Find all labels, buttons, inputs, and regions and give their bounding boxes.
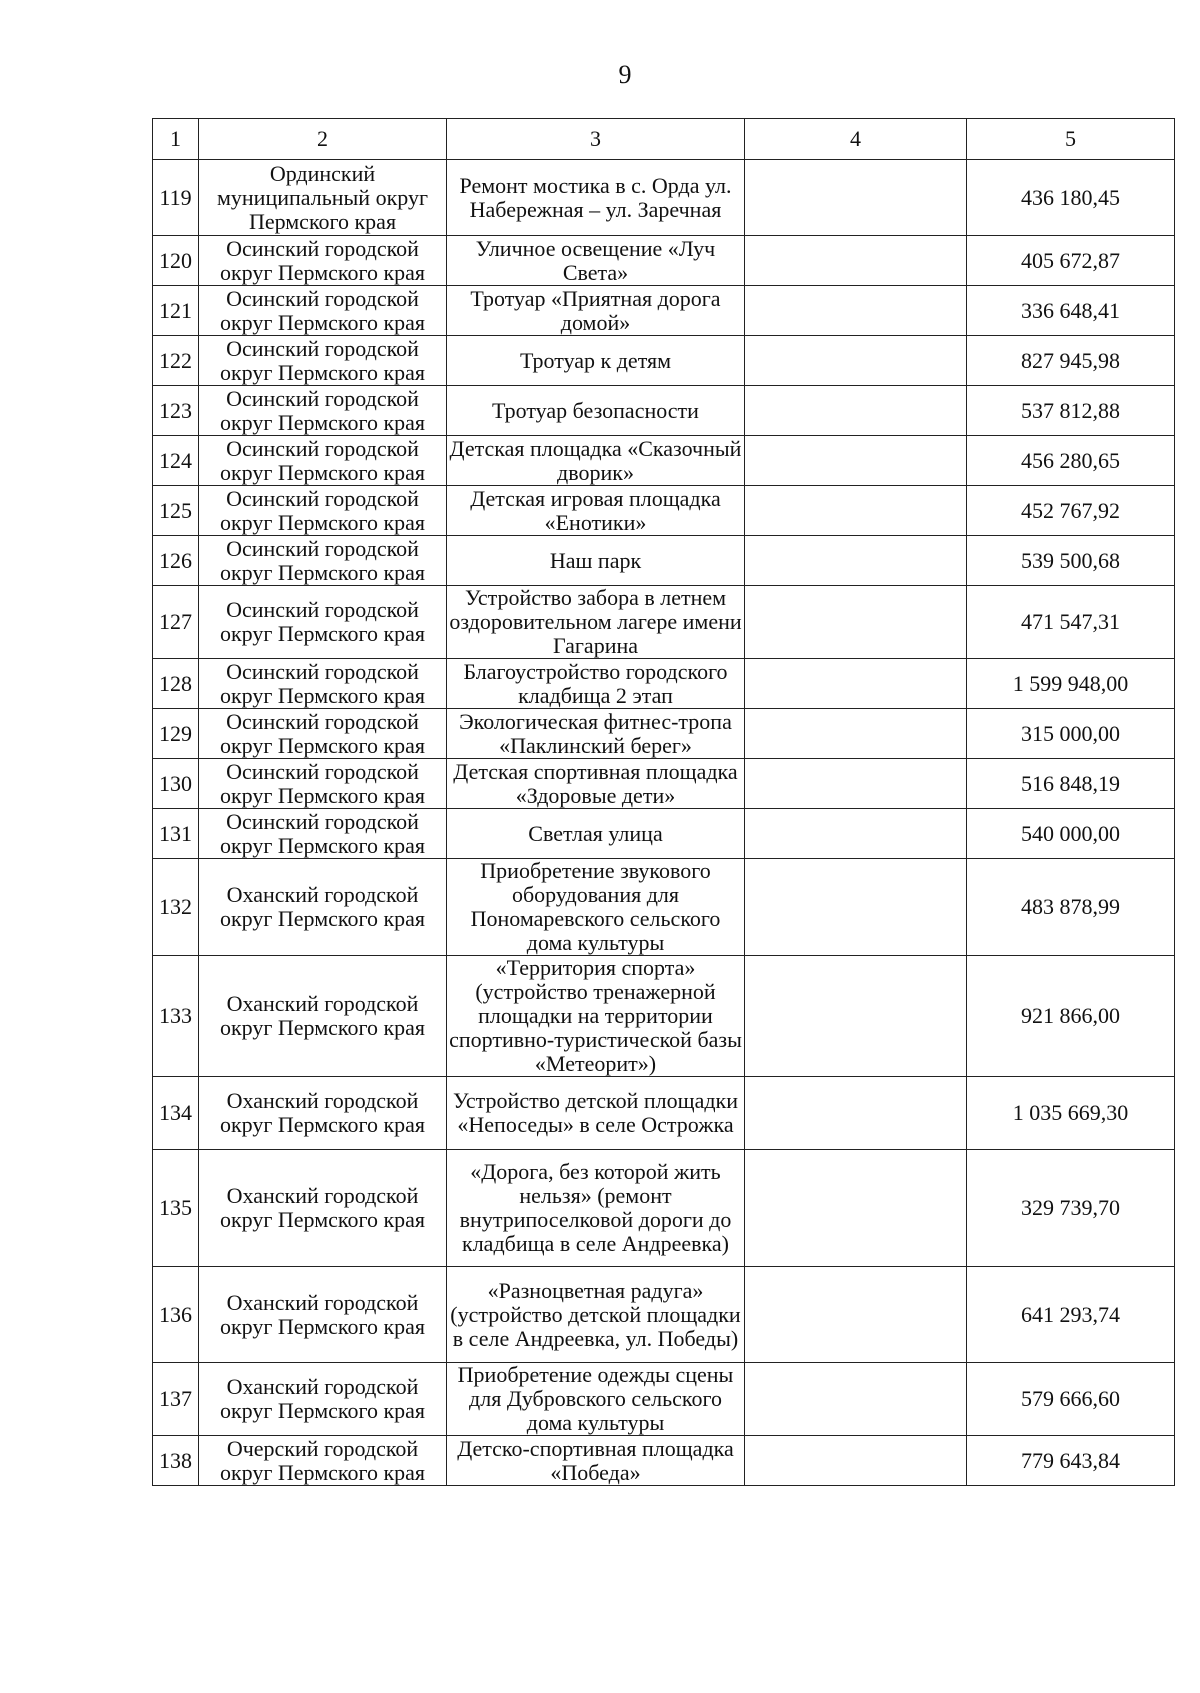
municipality-cell: Осинский городской округ Пермского края bbox=[199, 809, 447, 859]
municipality-cell: Осинский городской округ Пермского края bbox=[199, 236, 447, 286]
amount-cell: 516 848,19 bbox=[967, 759, 1175, 809]
project-cell: Благоустройство городского кладбища 2 этап bbox=[447, 659, 745, 709]
projects-table bbox=[152, 118, 1175, 1486]
municipality-cell: Оханский городской округ Пермского края bbox=[199, 1363, 447, 1436]
header-col-2: 2 bbox=[199, 119, 447, 160]
table-row bbox=[153, 1077, 1175, 1150]
table-row bbox=[153, 1436, 1175, 1486]
row-number-cell: 134 bbox=[153, 1077, 199, 1150]
project-cell: Устройство забора в летнем оздоровительном лагере имени Гагарина bbox=[447, 586, 745, 659]
col4-cell bbox=[745, 759, 967, 809]
col4-cell bbox=[745, 1363, 967, 1436]
amount-cell: 1 035 669,30 bbox=[967, 1077, 1175, 1150]
row-number-cell: 120 bbox=[153, 236, 199, 286]
municipality-cell: Ординский муниципальный округ Пермского края bbox=[199, 160, 447, 236]
table-row bbox=[153, 1267, 1175, 1363]
col4-cell bbox=[745, 536, 967, 586]
table-row bbox=[153, 859, 1175, 956]
municipality-cell: Осинский городской округ Пермского края bbox=[199, 536, 447, 586]
row-number-cell: 124 bbox=[153, 436, 199, 486]
municipality-cell: Осинский городской округ Пермского края bbox=[199, 486, 447, 536]
amount-cell: 540 000,00 bbox=[967, 809, 1175, 859]
col4-cell bbox=[745, 286, 967, 336]
project-cell: Уличное освещение «Луч Света» bbox=[447, 236, 745, 286]
row-number-cell: 121 bbox=[153, 286, 199, 336]
amount-cell: 452 767,92 bbox=[967, 486, 1175, 536]
municipality-cell: Осинский городской округ Пермского края bbox=[199, 659, 447, 709]
municipality-cell: Оханский городской округ Пермского края bbox=[199, 1267, 447, 1363]
table-row bbox=[153, 659, 1175, 709]
table-row bbox=[153, 236, 1175, 286]
municipality-cell: Осинский городской округ Пермского края bbox=[199, 586, 447, 659]
row-number-cell: 132 bbox=[153, 859, 199, 956]
row-number-cell: 119 bbox=[153, 160, 199, 236]
row-number-cell: 123 bbox=[153, 386, 199, 436]
project-cell: Устройство детской площадки «Непоседы» в селе Острожка bbox=[447, 1077, 745, 1150]
project-cell: Приобретение одежды сцены для Дубровского сельского дома культуры bbox=[447, 1363, 745, 1436]
project-cell: Детская площадка «Сказочный дворик» bbox=[447, 436, 745, 486]
project-cell: Детская спортивная площадка «Здоровые дети» bbox=[447, 759, 745, 809]
col4-cell bbox=[745, 1077, 967, 1150]
amount-cell: 827 945,98 bbox=[967, 336, 1175, 386]
row-number-cell: 122 bbox=[153, 336, 199, 386]
municipality-cell: Осинский городской округ Пермского края bbox=[199, 436, 447, 486]
col4-cell bbox=[745, 436, 967, 486]
amount-cell: 471 547,31 bbox=[967, 586, 1175, 659]
municipality-cell: Оханский городской округ Пермского края bbox=[199, 1150, 447, 1267]
municipality-cell: Оханский городской округ Пермского края bbox=[199, 859, 447, 956]
project-cell: Детская игровая площадка «Енотики» bbox=[447, 486, 745, 536]
table-row bbox=[153, 1363, 1175, 1436]
amount-cell: 1 599 948,00 bbox=[967, 659, 1175, 709]
row-number-cell: 128 bbox=[153, 659, 199, 709]
project-cell: Приобретение звукового оборудования для Пономаревского сельского дома культуры bbox=[447, 859, 745, 956]
amount-cell: 579 666,60 bbox=[967, 1363, 1175, 1436]
row-number-cell: 126 bbox=[153, 536, 199, 586]
municipality-cell: Оханский городской округ Пермского края bbox=[199, 1077, 447, 1150]
municipality-cell: Осинский городской округ Пермского края bbox=[199, 286, 447, 336]
municipality-cell: Оханский городской округ Пермского края bbox=[199, 956, 447, 1077]
table-row bbox=[153, 486, 1175, 536]
col4-cell bbox=[745, 1150, 967, 1267]
col4-cell bbox=[745, 160, 967, 236]
row-number-cell: 137 bbox=[153, 1363, 199, 1436]
col4-cell bbox=[745, 336, 967, 386]
project-cell: «Территория спорта» (устройство тренажерной площадки на территории спортивно-туристической базы «Метеорит») bbox=[447, 956, 745, 1077]
municipality-cell: Осинский городской округ Пермского края bbox=[199, 709, 447, 759]
table-row bbox=[153, 336, 1175, 386]
col4-cell bbox=[745, 809, 967, 859]
row-number-cell: 136 bbox=[153, 1267, 199, 1363]
row-number-cell: 130 bbox=[153, 759, 199, 809]
amount-cell: 436 180,45 bbox=[967, 160, 1175, 236]
project-cell: Тротуар безопасности bbox=[447, 386, 745, 436]
header-col-4: 4 bbox=[745, 119, 967, 160]
row-number-cell: 131 bbox=[153, 809, 199, 859]
amount-cell: 405 672,87 bbox=[967, 236, 1175, 286]
project-cell: Наш парк bbox=[447, 536, 745, 586]
municipality-cell: Осинский городской округ Пермского края bbox=[199, 336, 447, 386]
table-row bbox=[153, 709, 1175, 759]
table-row bbox=[153, 536, 1175, 586]
row-number-cell: 127 bbox=[153, 586, 199, 659]
col4-cell bbox=[745, 956, 967, 1077]
col4-cell bbox=[745, 486, 967, 536]
municipality-cell: Очерский городской округ Пермского края bbox=[199, 1436, 447, 1486]
col4-cell bbox=[745, 236, 967, 286]
amount-cell: 456 280,65 bbox=[967, 436, 1175, 486]
col4-cell bbox=[745, 709, 967, 759]
project-cell: Детско-спортивная площадка «Победа» bbox=[447, 1436, 745, 1486]
row-number-cell: 125 bbox=[153, 486, 199, 536]
amount-cell: 641 293,74 bbox=[967, 1267, 1175, 1363]
table-row bbox=[153, 386, 1175, 436]
project-cell: Светлая улица bbox=[447, 809, 745, 859]
table-row bbox=[153, 160, 1175, 236]
amount-cell: 779 643,84 bbox=[967, 1436, 1175, 1486]
table-row bbox=[153, 956, 1175, 1077]
page-number: 9 bbox=[618, 60, 632, 89]
table-header bbox=[153, 119, 1175, 160]
table-row bbox=[153, 586, 1175, 659]
header-col-1: 1 bbox=[153, 119, 199, 160]
municipality-cell: Осинский городской округ Пермского края bbox=[199, 759, 447, 809]
amount-cell: 336 648,41 bbox=[967, 286, 1175, 336]
amount-cell: 537 812,88 bbox=[967, 386, 1175, 436]
project-cell: «Разноцветная радуга» (устройство детской площадки в селе Андреевка, ул. Победы) bbox=[447, 1267, 745, 1363]
table-row bbox=[153, 286, 1175, 336]
project-cell: Экологическая фитнес-тропа «Паклинский берег» bbox=[447, 709, 745, 759]
row-number-cell: 135 bbox=[153, 1150, 199, 1267]
amount-cell: 329 739,70 bbox=[967, 1150, 1175, 1267]
table-body bbox=[153, 160, 1175, 1486]
project-cell: Тротуар «Приятная дорога домой» bbox=[447, 286, 745, 336]
amount-cell: 539 500,68 bbox=[967, 536, 1175, 586]
col4-cell bbox=[745, 586, 967, 659]
header-row bbox=[153, 119, 1175, 160]
municipality-cell: Осинский городской округ Пермского края bbox=[199, 386, 447, 436]
col4-cell bbox=[745, 1267, 967, 1363]
col4-cell bbox=[745, 859, 967, 956]
row-number-cell: 138 bbox=[153, 1436, 199, 1486]
project-cell: Тротуар к детям bbox=[447, 336, 745, 386]
table-row bbox=[153, 1150, 1175, 1267]
row-number-cell: 133 bbox=[153, 956, 199, 1077]
table-row bbox=[153, 759, 1175, 809]
header-col-5: 5 bbox=[967, 119, 1175, 160]
header-col-3: 3 bbox=[447, 119, 745, 160]
amount-cell: 315 000,00 bbox=[967, 709, 1175, 759]
table-row bbox=[153, 809, 1175, 859]
project-cell: «Дорога, без которой жить нельзя» (ремонт внутрипоселковой дороги до кладбища в селе Андреевка) bbox=[447, 1150, 745, 1267]
amount-cell: 921 866,00 bbox=[967, 956, 1175, 1077]
row-number-cell: 129 bbox=[153, 709, 199, 759]
amount-cell: 483 878,99 bbox=[967, 859, 1175, 956]
table-row bbox=[153, 436, 1175, 486]
project-cell: Ремонт мостика в с. Орда ул. Набережная – ул. Заречная bbox=[447, 160, 745, 236]
col4-cell bbox=[745, 1436, 967, 1486]
col4-cell bbox=[745, 386, 967, 436]
col4-cell bbox=[745, 659, 967, 709]
